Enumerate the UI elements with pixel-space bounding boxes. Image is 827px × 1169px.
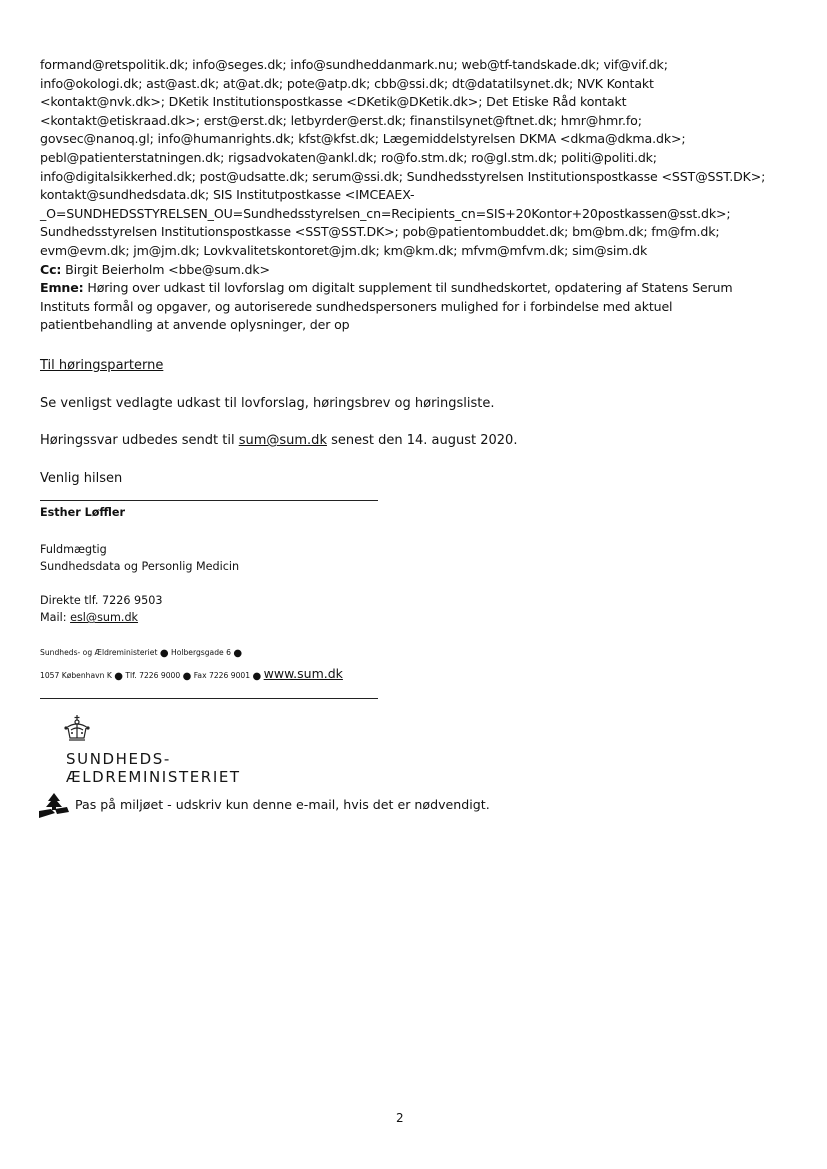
cc-label: Cc: xyxy=(40,261,62,277)
recipient-line: govsec@nanoq.gl; info@humanrights.dk; kfst@kfst.dk; Lægemiddelstyrelsen DKMA <dkma@dkma.dk>; xyxy=(40,131,686,147)
bullet-separator: ● xyxy=(159,648,169,659)
signature-divider xyxy=(40,500,378,501)
subject-line xyxy=(40,279,780,298)
ministry-logo-wordmark xyxy=(66,750,241,786)
bullet-separator: ● xyxy=(252,671,262,682)
crown-logo-icon xyxy=(62,714,92,750)
ministry-name: Sundheds- og Ældreministeriet xyxy=(40,648,158,657)
signature-name: Esther Løffler xyxy=(40,506,126,519)
signature-department: Sundhedsdata og Personlig Medicin xyxy=(40,560,240,573)
subject-line: Instituts formål og opgaver, og autoriserede sundhedspersoners mulighed for i forbindelse med aktuel xyxy=(40,298,673,314)
bullet-separator: ● xyxy=(182,671,192,682)
bullet-separator: ● xyxy=(233,648,243,659)
signature-title: Fuldmægtig xyxy=(40,543,107,556)
footer-divider xyxy=(40,698,378,699)
ministry-fax: Fax 7226 9001 xyxy=(193,671,251,680)
body-paragraph-deadline xyxy=(40,431,517,450)
submission-email-link[interactable]: sum@sum.dk xyxy=(238,433,327,448)
recipient-line: _O=SUNDHEDSSTYRELSEN_OU=Sundhedsstyrelsen_cn=Recipients_cn=SIS+20Kontor+20postkassen@sst.dk>; xyxy=(40,205,731,221)
recipient-line: formand@retspolitik.dk; info@seges.dk; info@sundheddanmark.nu; web@tf-tandskade.dk; vif@vif.dk; xyxy=(40,57,668,72)
logo-line-1: SUNDHEDS- xyxy=(66,750,171,768)
recipient-line: kontakt@sundhedsdata.dk; SIS Institutpostkasse <IMCEAEX- xyxy=(40,187,415,203)
cc-value: Birgit Beierholm <bbe@sum.dk> xyxy=(65,261,270,277)
environment-tree-icon xyxy=(39,792,69,822)
recipient-line: <kontakt@etiskraad.dk>; erst@erst.dk; letbyrder@erst.dk; finanstilsynet@ftnet.dk; hmr@hmr.fo; xyxy=(40,112,642,128)
body-paragraph: Se venligst vedlagte udkast til lovforslag, høringsbrev og høringsliste. xyxy=(40,396,495,411)
address-line-2 xyxy=(40,666,343,682)
subject-label: Emne: xyxy=(40,280,84,296)
mail-label: Mail: xyxy=(40,611,67,624)
salutation: Til høringsparterne xyxy=(40,358,164,373)
page-number: 2 xyxy=(396,1111,404,1125)
environment-notice: Pas på miljøet - udskriv kun denne e-mail, hvis det er nødvendigt. xyxy=(75,797,490,812)
recipient-line: Sundhedsstyrelsen Institutionspostkasse <SST@SST.DK>; pob@patientombuddet.dk; bm@bm.dk; fm@fm.dk; xyxy=(40,224,720,240)
signature-mail xyxy=(40,609,138,626)
deadline-text-before: Høringssvar udbedes sendt til xyxy=(40,433,239,448)
signature-email-link[interactable]: esl@sum.dk xyxy=(70,611,139,624)
street-address: Holbergsgade 6 xyxy=(171,648,231,657)
phone-number: 7226 9503 xyxy=(102,594,163,607)
recipient-line: info@okologi.dk; ast@ast.dk; at@at.dk; pote@atp.dk; cbb@ssi.dk; dt@datatilsynet.dk; NVK Kontakt xyxy=(40,75,654,91)
city-address: 1057 København K xyxy=(40,671,112,680)
recipient-line: pebl@patienterstatningen.dk; rigsadvokaten@ankl.dk; ro@fo.stm.dk; ro@gl.stm.dk; politi@politi.dk; xyxy=(40,149,657,165)
cc-line xyxy=(40,261,780,280)
subject-line: patientbehandling at anvende oplysninger, der op xyxy=(40,317,350,333)
email-header xyxy=(40,56,780,335)
logo-line-2: ÆLDREMINISTERIET xyxy=(66,768,241,786)
bullet-separator: ● xyxy=(114,671,123,682)
recipient-line: evm@evm.dk; jm@jm.dk; Lovkvalitetskontoret@jm.dk; km@km.dk; mfvm@mfvm.dk; sim@sim.dk xyxy=(40,242,648,258)
website-link[interactable]: www.sum.dk xyxy=(263,666,343,681)
ministry-phone: Tlf. 7226 9000 xyxy=(125,671,181,680)
address-line-1 xyxy=(40,648,242,659)
recipient-line: <kontakt@nvk.dk>; DKetik Institutionspostkasse <DKetik@DKetik.dk>; Det Etiske Råd kontakt xyxy=(40,94,627,110)
phone-label: Direkte tlf. xyxy=(40,594,99,607)
closing: Venlig hilsen xyxy=(40,471,123,486)
signature-phone xyxy=(40,592,163,609)
subject-text: Høring over udkast til lovforslag om digitalt supplement til sundhedskortet, opdatering af Statens Serum xyxy=(87,280,733,296)
deadline-text-after: senest den 14. august 2020. xyxy=(326,433,518,448)
recipient-line: info@digitalsikkerhed.dk; post@udsatte.dk; serum@ssi.dk; Sundhedsstyrelsen Institutionspostkasse <SST@SST.DK>; xyxy=(40,168,766,184)
